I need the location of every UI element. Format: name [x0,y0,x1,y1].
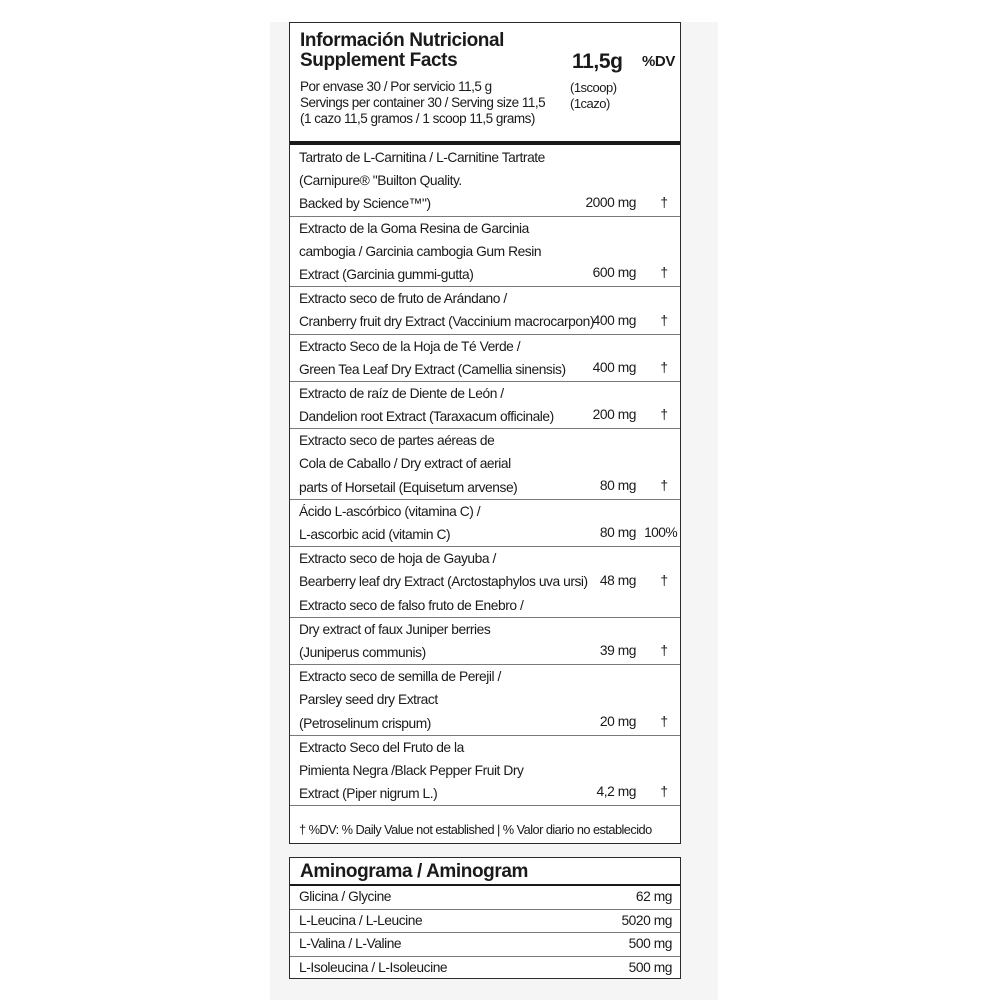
ingredient-dv: † [660,713,668,729]
ingredient-name-line: Bearberry leaf dry Extract (Arctostaphylos uva ursi) [299,574,588,590]
ingredient-row [290,287,680,334]
aminogram-row [290,957,680,980]
ingredient-dv: † [660,194,668,210]
ingredient-dv: † [660,572,668,588]
ingredient-name-line: cambogia / Garcinia cambogia Gum Resin [299,243,542,259]
ingredient-name-line: (Juniperus communis) [299,644,426,660]
ingredient-name-line: Extract (Garcinia gummi-gutta) [299,266,474,282]
ingredient-amount: 600 mg [592,265,636,281]
aminogram-list [290,886,680,979]
ingredient-row [290,618,680,665]
ingredient-name-line: Parsley seed dry Extract [299,692,438,708]
amino-acid-amount: 62 mg [635,889,672,904]
ingredient-name-line: Extracto seco de fruto de Arándano / [299,291,507,307]
amino-acid-name: Glicina / Glycine [299,889,392,904]
ingredient-amount: 400 mg [592,312,636,328]
ingredient-name-line: Ácido L-ascórbico (vitamina C) / [299,503,481,519]
ingredient-row [290,146,680,217]
ingredient-dv: † [660,477,668,493]
ingredient-name-line: Extracto de la Goma Resina de Garcinia [299,220,529,236]
aminogram-row [290,933,680,957]
ingredient-amount: 20 mg [599,713,636,729]
ingredient-row [290,382,680,429]
serving-detail: (1 cazo 11,5 gramos / 1 scoop 11,5 grams) [300,111,535,126]
ingredient-amount: 200 mg [592,407,636,423]
amino-acid-name: L-Leucina / L-Leucine [299,912,423,928]
ingredient-name-line: Extracto seco de hoja de Gayuba / [299,551,496,567]
ingredient-dv: 100% [644,525,677,541]
serving-size: 11,5g [572,50,623,73]
aminogram-panel [289,857,681,979]
ingredient-amount: 80 mg [599,525,636,541]
amino-acid-name: L-Isoleucina / L-Isoleucine [299,959,448,975]
ingredient-dv: † [660,312,668,328]
ingredient-row [290,665,680,736]
ingredient-name-line: Green Tea Leaf Dry Extract (Camellia sinensis) [299,361,566,377]
title-spanish: Información Nutricional [300,30,505,51]
ingredient-dv: † [660,784,668,800]
ingredient-row [290,736,680,807]
ingredient-name-line: L-ascorbic acid (vitamin C) [299,527,451,542]
ingredient-name-line: Extracto seco de falso fruto de Enebro / [299,597,524,613]
ingredient-dv: † [660,359,668,375]
ingredient-name-line: Extract (Piper nigrum L.) [299,786,438,802]
amino-acid-amount: 500 mg [628,936,672,951]
ingredient-name-line: parts of Horsetail (Equisetum arvense) [299,479,518,495]
aminogram-row [290,886,680,910]
servings-english: Servings per container 30 / Serving size 11,5 [300,95,546,110]
ingredient-name-line: Backed by Science™") [299,196,431,212]
amino-acid-name: L-Valina / L-Valine [299,936,402,951]
ingredient-row [290,335,680,382]
ingredient-name-line: Extracto seco de semilla de Perejil / [299,669,501,685]
ingredient-dv: † [660,265,668,281]
ingredient-name-line: (Petroselinum crispum) [299,715,431,731]
ingredient-amount: 80 mg [599,477,636,493]
facts-header [300,30,675,126]
scoop-note: (1scoop) [570,80,617,95]
supplement-facts-panel [289,22,681,844]
ingredient-row [290,500,680,547]
ingredient-name-line: Extracto seco de partes aéreas de [299,433,495,449]
ingredient-row [290,217,680,288]
ingredient-row [290,429,680,500]
ingredient-name-line: Extracto Seco de la Hoja de Té Verde / [299,338,521,354]
aminogram-row [290,910,680,934]
cazo-note: (1cazo) [570,96,610,111]
dv-column-header: %DV [642,53,675,70]
ingredient-name-line: Extracto de raíz de Diente de León / [299,385,504,401]
ingredient-amount: 39 mg [599,643,636,659]
ingredient-amount: 400 mg [592,359,636,375]
ingredient-dv: † [660,407,668,423]
ingredient-amount: 4,2 mg [596,784,636,800]
ingredient-name-line: Extracto Seco del Fruto de la [299,739,464,755]
ingredient-amount: 48 mg [599,572,636,588]
ingredient-name-line: Dandelion root Extract (Taraxacum officinale) [299,409,554,425]
servings-spanish: Por envase 30 / Por servicio 11,5 g [300,79,492,94]
ingredient-name-line: (Carnipure® "Builton Quality. [299,173,462,189]
ingredient-name-line: Cola de Caballo / Dry extract of aerial [299,456,511,472]
ingredient-name-line: Dry extract of faux Juniper berries [299,621,491,637]
aminogram-title: Aminograma / Aminogram [300,861,529,882]
amino-acid-amount: 5020 mg [621,912,672,928]
footnote: † %DV: % Daily Value not established | % Valor diario no establecido [299,822,652,837]
ingredient-amount: 2000 mg [585,194,636,210]
title-english: Supplement Facts [300,50,458,71]
ingredient-name-line: Pimienta Negra /Black Pepper Fruit Dry [299,762,524,778]
amino-acid-amount: 500 mg [628,959,672,975]
ingredient-name-line: Cranberry fruit dry Extract (Vaccinium macrocarpon) [299,314,594,330]
ingredient-dv: † [660,643,668,659]
ingredient-name-line: Tartrato de L-Carnitina / L-Carnitine Tartrate [299,150,545,165]
thick-divider [290,141,680,145]
ingredient-row [290,547,680,618]
ingredient-list [290,146,680,806]
